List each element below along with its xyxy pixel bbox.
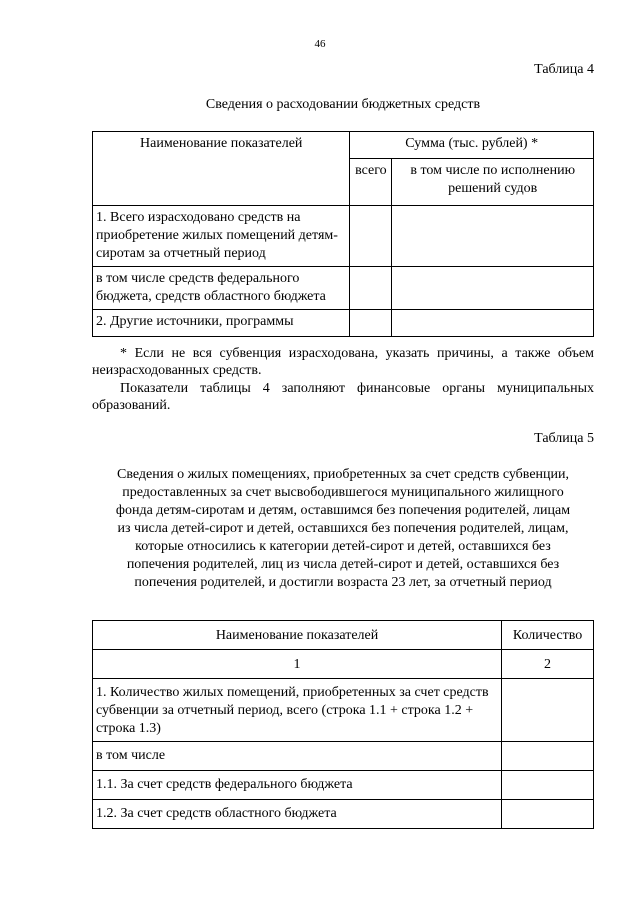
table-row [93, 267, 594, 310]
table4-cell-empty [392, 310, 594, 337]
table5-row-label: 1. Количество жилых помещений, приобретенных за счет средств субвенции за отчетный период, всего (строка 1.1 + строка 1.2 + строка 1.3) [93, 679, 502, 742]
table4-caption: Сведения о расходовании бюджетных средств [205, 97, 481, 112]
table4-row-label: 1. Всего израсходовано средств на приобретение жилых помещений детям-сиротам за отчетный период [93, 206, 350, 267]
table4 [92, 131, 594, 337]
table4-cell-empty [392, 206, 594, 267]
table5-cell-empty [502, 742, 594, 771]
table5-label: Таблица 5 [534, 431, 594, 446]
table5-row-label: в том числе [93, 742, 502, 771]
table5-cell-empty [502, 771, 594, 800]
table4-header-name: Наименование показателей [93, 132, 350, 206]
table5-header-row [93, 621, 594, 650]
table5-row-label: 1.1. За счет средств федерального бюджета [93, 771, 502, 800]
table4-header-sum: Сумма (тыс. рублей) * [350, 132, 594, 159]
table-row [93, 310, 594, 337]
table5-header-qty: Количество [502, 621, 594, 650]
table-row [93, 771, 594, 800]
table4-row-label: в том числе средств федерального бюджета, средств областного бюджета [93, 267, 350, 310]
table5-row-label: 1.2. За счет средств областного бюджета [93, 800, 502, 829]
table-row [93, 800, 594, 829]
table-row [93, 679, 594, 742]
table4-cell-empty [350, 310, 392, 337]
table4-cell-empty [350, 206, 392, 267]
table5-caption: Сведения о жилых помещениях, приобретенных за счет средств субвенции, предоставленных за счет высвободившегося муниципального жилищного фонда детям-сиротам и детям, оставшимся без попечения родителей, лицам из числа детей-сирот и детей, оставшихся без попечения родителей, лицам, которые относились к категории детей-сирот и детей, оставшихся без попечения родителей, лиц из числа детей-сирот и детей, оставшихся без попечения родителей, и достигли возраста 23 лет, за отчетный период [115, 467, 571, 590]
table4-note: Показатели таблицы 4 заполняют финансовые органы муниципальных образований. [92, 381, 594, 413]
table5-header-name: Наименование показателей [93, 621, 502, 650]
table4-label: Таблица 4 [534, 62, 594, 77]
table4-cell-empty [392, 267, 594, 310]
table4-header-court: в том числе по исполнению решений судов [392, 159, 594, 206]
table5 [92, 620, 594, 829]
table-row [93, 742, 594, 771]
table4-cell-empty [350, 267, 392, 310]
table-row [93, 206, 594, 267]
table4-header-row [93, 132, 594, 159]
table4-footnote: * Если не вся субвенция израсходована, указать причины, а также объем неизрасходованных средств. [92, 346, 594, 378]
table5-cell-empty [502, 800, 594, 829]
table5-colnum-2: 2 [502, 650, 594, 679]
table5-cell-empty [502, 679, 594, 742]
table4-header-total: всего [350, 159, 392, 206]
table5-colnum-1: 1 [93, 650, 502, 679]
table5-colnum-row [93, 650, 594, 679]
page-number: 46 [314, 38, 326, 50]
table4-row-label: 2. Другие источники, программы [93, 310, 350, 337]
